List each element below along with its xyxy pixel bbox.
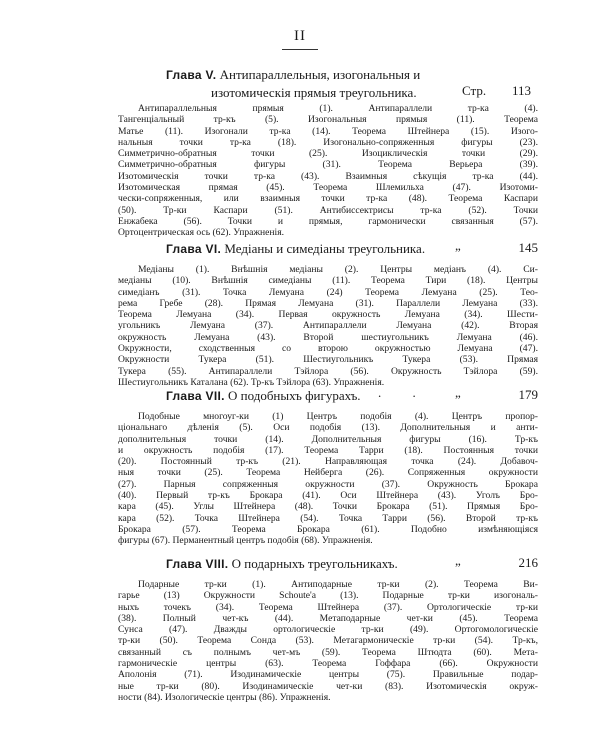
chapter-title: Антипараллельныя, изогональныя и	[219, 67, 421, 82]
chapter-page-number: 113	[512, 83, 532, 98]
contents-line: чески-сопряженныя, или взаимныя точки тр-ка (48). Теорема Каспари	[118, 193, 538, 205]
contents-line: гармоническіе центры (63). Теорема Гоффара (66). Окружности	[118, 658, 538, 670]
chapter-page-prefix: „	[455, 553, 461, 568]
contents-line: тр-ки (50). Теорема Сонда (53). Метагармоническіе тр-ки (54). Тр-къ,	[118, 635, 538, 647]
contents-line: Енжабека (56). Точки и прямыя, гармонически связанныя (57).	[118, 215, 538, 227]
chapter-title: О подобныхъ фигурахъ.	[227, 388, 361, 403]
contents-line: ціональнаго дѣленія (5). Оси подобія (13). Дополнительныя и анти-	[118, 422, 538, 434]
contents-line: Окружности Тукера (51). Шестиугольникъ Тукера (53). Прямая	[118, 354, 538, 366]
contents-line: связанный съ полнымъ чет-мъ (59). Теорема Штюдта (60). Мета-	[118, 646, 538, 658]
chapter-contents	[118, 411, 538, 547]
contents-line: окружность Лемуана (43). Второй шестиугольникъ Лемуана (46).	[118, 331, 538, 343]
contents-line: медіаны (10). Внѣшнія симедіаны (11). Теорема Тири (18). Центры	[118, 275, 538, 287]
contents-line: (20). Постоянный тр-къ (21). Направляющая точка (24). Добавоч-	[118, 456, 538, 468]
contents-line: ные тр-ки (80). Изодинамическіе чет-ки (83). Изотомическія окруж-	[118, 680, 538, 692]
contents-line: (38). Полный чет-къ (44). Метаподарные чет-ки (45). Теорема	[118, 612, 538, 624]
contents-line: Сунса (47). Дважды ортологическіе тр-ки (49). Ортогомологическіе	[118, 624, 538, 636]
chapter-page-prefix: „	[455, 385, 461, 400]
contents-line: Тукера (55). Антипараллели Тэйлора (56). Окружность Тэйлора (59).	[118, 365, 538, 377]
contents-line: Окружности, сходственныя со второю окружностью Лемуана (47).	[118, 343, 538, 355]
contents-line: (40). Первый тр-къ Брокара (41). Оси Штейнера (43). Уголъ Бро-	[118, 490, 538, 502]
contents-line: Подобные многоуг-ки (1) Центръ подобія (4). Центръ пропор-	[138, 411, 538, 422]
contents-line: Симметрично-обратныя фигуры (31). Теорема Верьера (39).	[118, 159, 538, 171]
contents-line: кара (45). Углы Штейнера (48). Точки Брокара (51). Прямыя Бро-	[118, 501, 538, 513]
chapter-page-number: 179	[518, 387, 538, 402]
contents-line: ныхъ точекъ (34). Теорема Штейнера (37). Ортологическіе тр-ки	[118, 601, 538, 613]
chapter-contents	[118, 264, 538, 388]
contents-line: Подарные тр-ки (1). Антиподарные тр-ки (2). Теорема Ви-	[138, 579, 538, 590]
contents-line: рема Гребе (28). Прямая Лемуана (31). Параллели Лемуана (33).	[118, 297, 538, 309]
chapter-page-prefix: Стр.	[462, 83, 487, 98]
contents-line: Матье (11). Изогонали тр-ка (14). Теорема Штейнера (15). Изого-	[118, 125, 538, 137]
chapter-page-number: 216	[518, 555, 538, 570]
page-number: II	[294, 28, 306, 44]
contents-line: Симметрично-обратныя точки (25). Изоциклическія точки (29).	[118, 148, 538, 160]
contents-line: и окружность подобія (17). Теорема Тарри (18). Постоянныя точки	[118, 444, 538, 456]
contents-line: Теорема Лемуана (34). Первая окружность Лемуана (34). Шести-	[118, 309, 538, 321]
chapter-title-line2: изотомическія прямыя треугольника.	[211, 85, 417, 100]
contents-line: нальныя точки тр-ка (18). Изогонально-сопряженныя фигуры (23).	[118, 136, 538, 148]
contents-line: гарье (13) Окружности Schoute'a (13). Подарные тр-ки изогональ-	[118, 590, 538, 602]
contents-line: (27). Парныя сопряженныя окружности (37). Окружность Брокара	[118, 478, 538, 490]
contents-line: Антипараллельныя прямыя (1). Антипараллели тр-ка (4).	[138, 103, 538, 114]
chapter-title: О подарныхъ треугольникахъ.	[231, 556, 398, 571]
contents-line: Шестиугольникъ Каталана (62). Тр-къ Тэйлора (63). Упражненія.	[118, 376, 385, 388]
contents-line: Аполонія (71). Изодинамическіе центры (75). Правильные подар-	[118, 669, 538, 681]
contents-line: дополнительныя точки (14). Дополнительныя фигуры (16). Тр-къ	[118, 433, 538, 445]
page-number-rule	[282, 49, 318, 50]
contents-line: Тангенціальный тр-къ (5). Изогональныя прямыя (11). Теорема	[118, 114, 538, 126]
contents-line: Ортоцентрическая ось (62). Упражненія.	[118, 227, 285, 239]
chapter-page-prefix: „	[455, 238, 461, 253]
contents-line: Изотомическія точки тр-ка (43). Взаимныя сѣкущія тр-ка (44).	[118, 170, 538, 182]
contents-line: ности (84). Изологическіе центры (86). Упражненія.	[118, 691, 331, 703]
contents-line: фигуры (67). Перманентный центръ подобія (68). Упражненія.	[118, 535, 373, 547]
chapter-label: Глава VIII.	[166, 557, 229, 571]
chapter-label: Глава VI.	[166, 242, 222, 256]
chapter-label: Глава V.	[166, 68, 217, 82]
leader-dots: . .	[378, 385, 430, 400]
contents-line: Изотомическая прямая (45). Теорема Шлемильха (47). Изотоми-	[118, 182, 538, 194]
chapter-label: Глава VII.	[166, 389, 225, 403]
contents-line: Медіаны (1). Внѣшнія медіаны (2). Центры медіанъ (4). Си-	[138, 264, 538, 275]
chapter-page-number: 145	[518, 240, 538, 255]
contents-line: угольникъ Лемуана (37). Антипараллели Лемуана (42). Вторая	[118, 320, 538, 332]
contents-line: симедіанъ (31). Точка Лемуана (24) Теорема Лемуана (25). Тео-	[118, 286, 538, 298]
contents-line: ныя точки (25). Теорема Нейберга (26). Сопряженныя окружности	[118, 467, 538, 479]
contents-line: кара (52). Точка Штейнера (54). Точка Тарри (56). Второй тр-къ	[118, 512, 538, 524]
contents-line: (50). Тр-ки Каспари (51). Антибиссектрисы тр-ка (52). Точки	[118, 204, 538, 216]
chapter-contents	[118, 103, 538, 239]
chapter-contents	[118, 579, 538, 703]
chapter-title: Медіаны и симедіаны треугольника.	[224, 241, 426, 256]
contents-line: Брокара (57). Теорема Брокара (61). Подобно измѣняющіяся	[118, 523, 538, 535]
